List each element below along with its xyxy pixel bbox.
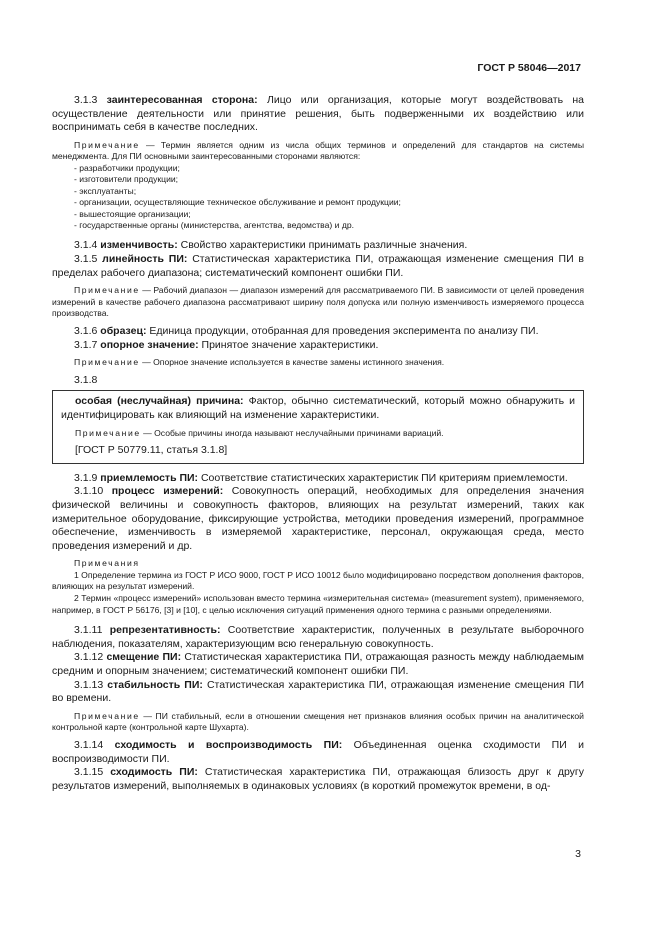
borrowed-term-box — [52, 390, 584, 463]
note-3-1-8 — [61, 428, 575, 440]
page-number: 3 — [575, 848, 581, 860]
notes-title: Примечания — [74, 558, 140, 569]
term-name: приемлемость ПИ: — [100, 471, 199, 484]
note-text: — Рабочий диапазон — диапазон измерений для рассматриваемого ПИ. В зависимости от целей проведения измерений в качестве рабочего диапазона рассматривают ширину поля допуска или полную изменчивость измеряемого процесса производства. — [52, 285, 584, 319]
stakeholder-list — [52, 163, 584, 231]
term-3-1-13 — [52, 679, 584, 706]
list-item: - разработчики продукции; — [74, 162, 180, 173]
note-text: — Термин является одним из числа общих терминов и определений для стандартов на системы менеджмента. Для ПИ основными заинтересованными сторонами являются: — [52, 139, 584, 162]
term-definition: Единица продукции, отобранная для проведения эксперимента по анализу ПИ. — [149, 324, 539, 337]
note-3-1-10-2: 2 Термин «процесс измерений» использован вместо термина «измерительная система» (measurement system), применяемого, например, в ГОСТ Р 56176, [3] и [10], с целью исключения ситуаций применения одного термина с разными определениями. — [52, 593, 584, 615]
term-name: репрезентативность: — [109, 624, 221, 637]
term-3-1-4 — [52, 239, 584, 253]
term-definition: Совокупность операций, необходимых для определения значения физической величины и совокупность факторов, влияющих на результат измерений, таких как измерительное оборудование, фиксирующие устройства, методики проведения измерений, программное обеспечение, изменчивость в измеряемой характеристике, персонал, окружающая среда, место проведения измерений и др. — [52, 485, 585, 552]
term-3-1-8 — [61, 395, 575, 422]
term-name: изменчивость: — [100, 239, 178, 252]
term-number: 3.1.6 — [74, 324, 98, 337]
term-number: 3.1.12 — [74, 651, 104, 664]
term-3-1-3 — [52, 94, 584, 135]
note-3-1-5 — [52, 285, 584, 320]
term-3-1-9 — [52, 472, 584, 486]
term-definition: Принятое значение характеристики. — [201, 338, 379, 351]
term-name: стабильность ПИ: — [107, 678, 203, 691]
term-number: 3.1.5 — [74, 253, 98, 265]
term-3-1-11 — [52, 624, 584, 651]
note-3-1-3 — [52, 140, 584, 163]
list-item: - эксплуатанты; — [74, 185, 137, 196]
document-id-header: ГОСТ Р 58046—2017 — [477, 62, 581, 74]
term-3-1-14 — [52, 739, 584, 766]
term-definition: Соответствие характеристик, полученных в результате выборочного наблюдения, показателям, характеризующим всю генеральную совокупность. — [52, 624, 584, 650]
term-number: 3.1.7 — [74, 338, 98, 351]
note-text: — Опорное значение используется в качестве замены истинного значения. — [142, 357, 445, 368]
term-definition: Свойство характеристики принимать различные значения. — [180, 239, 468, 252]
term-3-1-15 — [52, 766, 584, 793]
list-item: - изготовители продукции; — [74, 174, 179, 185]
term-3-1-12 — [52, 651, 584, 678]
term-definition: Статистическая характеристика ПИ, отражающая близость друг к другу результатов измерений, выполняемых в одинаковых условиях (в короткий промежуток времени, в од- — [52, 766, 584, 792]
term-name: процесс измерений: — [111, 485, 224, 498]
term-name: опорное значение: — [100, 338, 199, 351]
note-text: — ПИ стабильный, если в отношении смещения нет признаков влияния особых причин на аналитической контрольной карте (контрольной карте Шухарта). — [52, 710, 584, 733]
note-label: Примечание — [74, 285, 140, 296]
term-name: особая (неслучайная) причина: — [75, 395, 244, 408]
note-3-1-10-1: 1 Определение термина из ГОСТ Р ИСО 9000, ГОСТ Р ИСО 10012 было модифицировано посредством дополнения факторов, влияющих на результат измерений. — [52, 569, 584, 592]
term-name: заинтересованная сторона: — [106, 94, 258, 106]
source-reference: [ГОСТ Р 50779.11, статья 3.1.8] — [75, 444, 228, 457]
term-definition: Соответствие статистических характеристик ПИ критериям приемлемости. — [200, 471, 568, 484]
term-name: образец: — [100, 324, 147, 337]
note-label: Примечание — [74, 710, 140, 721]
term-number: 3.1.15 — [74, 766, 104, 779]
term-definition: Объединенная оценка сходимости ПИ и воспроизводимости ПИ. — [52, 739, 585, 765]
term-number: 3.1.3 — [74, 94, 98, 106]
term-definition: Лицо или организация, которые могут воздействовать на осуществление деятельности или принятие решения, быть подверженными их воздействию или воспринимать себя в качестве последних. — [52, 94, 584, 134]
note-label: Примечание — [74, 357, 140, 368]
note-3-1-13 — [52, 711, 584, 734]
term-3-1-10 — [52, 485, 584, 553]
list-item: - организации, осуществляющие техническое обслуживание и ремонт продукции; — [74, 197, 401, 208]
term-number: 3.1.13 — [74, 678, 104, 691]
term-number: 3.1.10 — [74, 485, 104, 498]
term-definition: Статистическая характеристика ПИ, отражающая изменение смещения ПИ в пределах рабочего диапазона; систематический компонент ошибки ПИ. — [52, 253, 584, 279]
page-content — [52, 94, 584, 793]
term-number: 3.1.4 — [74, 239, 98, 252]
term-definition: Статистическая характеристика ПИ, отражающая изменение смещения ПИ во времени. — [52, 678, 584, 705]
term-number: 3.1.11 — [74, 624, 103, 637]
note-3-1-7 — [52, 357, 584, 369]
term-3-1-6 — [52, 325, 584, 339]
term-definition: Фактор, обычно систематический, который можно обнаружить и идентифицировать как влияющий на изменение характеристики. — [61, 395, 576, 421]
term-number: 3.1.9 — [74, 471, 98, 484]
list-item: - вышестоящие организации; — [74, 208, 191, 219]
note-label: Примечание — [75, 427, 141, 438]
term-name: смещение ПИ: — [106, 651, 182, 664]
term-3-1-5 — [52, 253, 584, 280]
note-label: Примечание — [74, 139, 140, 150]
list-item: - государственные органы (министерства, агентства, ведомства) и др. — [74, 220, 355, 230]
note-text: — Особые причины иногда называют неслучайными причинами вариаций. — [143, 427, 444, 438]
term-definition: Статистическая характеристика ПИ, отражающая разность между наблюдаемым средним и опорным значением; систематический компонент ошибки ПИ. — [52, 651, 585, 678]
term-name: линейность ПИ: — [102, 253, 188, 265]
term-3-1-7 — [52, 339, 584, 353]
term-number: 3.1.14 — [74, 739, 104, 751]
term-name: сходимость ПИ: — [110, 766, 198, 779]
term-name: сходимость и воспроизводимость ПИ: — [114, 739, 343, 751]
term-3-1-8-number: 3.1.8 — [74, 373, 98, 386]
